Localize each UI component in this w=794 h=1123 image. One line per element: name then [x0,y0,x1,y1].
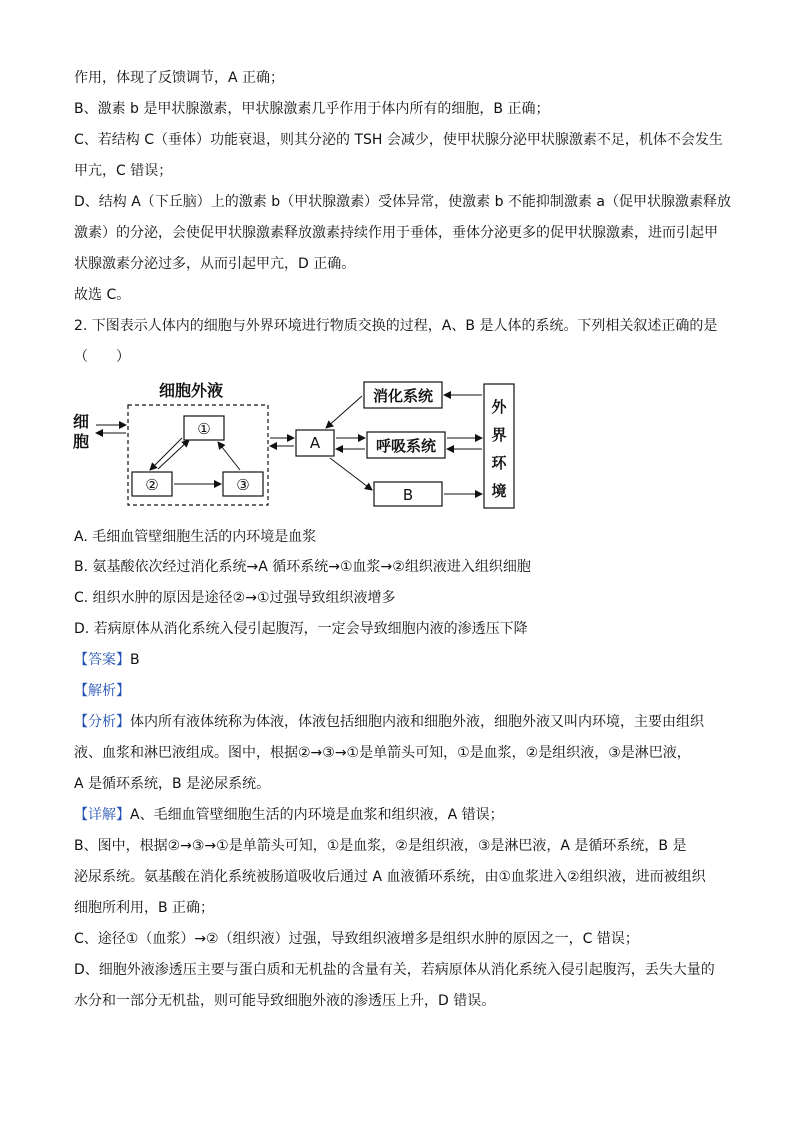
analysis-line: B、图中，根据②→③→①是单箭头可知，①是血浆，②是组织液，③是淋巴液，A 是循环系统，B 是 [74,838,687,854]
answer-label: 【答案】 [74,652,130,668]
xiangjie-text: A、毛细血管壁细胞生活的内环境是血浆和组织液，A 错误； [130,807,504,823]
external-environment-char: 外 [491,398,507,416]
prev-analysis-line: B、激素 b 是甲状腺激素，甲状腺激素几乎作用于体内所有的细胞，B 正确； [74,101,550,117]
system-b-label: B [402,486,414,504]
arrow-2-to-1 [158,440,189,469]
analysis-xiangjie-line [74,806,504,824]
analysis-label: 【解析】 [74,683,130,699]
question-stem: 2. 下图表示人体内的细胞与外界环境进行物质交换的过程，A、B 是人体的系统。下列相关叙述正确的是 [74,318,718,334]
node-3-label: ③ [236,476,250,494]
analysis-line: 液、血浆和淋巴液组成。图中，根据②→③→①是单箭头可知，①是血浆，②是组织液，③是淋巴液， [74,745,691,761]
prev-conclusion: 故选 C。 [74,287,131,303]
arrow-3-to-1 [218,442,240,470]
arrow-digestive-to-a [326,396,362,428]
body-fluid-exchange-diagram [68,372,528,512]
xiangjie-label: 【详解】 [74,807,130,823]
prev-analysis-line: 作用，体现了反馈调节，A 正确； [74,70,285,86]
analysis-line: D、细胞外液渗透压主要与蛋白质和无机盐的含量有关，若病原体从消化系统入侵引起腹泻，丢失大量的 [74,962,715,978]
arrow-a-to-b [330,458,372,490]
fenxi-text: 体内所有液体统称为体液，体液包括细胞内液和细胞外液，细胞外液又叫内环境，主要由组织 [130,714,704,730]
answer-line [74,651,140,669]
analysis-line: A 是循环系统，B 是泌尿系统。 [74,776,271,792]
analysis-line: 细胞所利用，B 正确； [74,900,215,916]
external-environment-char: 界 [491,426,507,444]
external-environment-char: 环 [491,454,507,472]
cell-label-char: 胞 [73,432,90,451]
prev-analysis-line: 状腺激素分泌过多，从而引起甲亢，D 正确。 [74,256,356,272]
option-b: B. 氨基酸依次经过消化系统→A 循环系统→①血浆→②组织液进入组织细胞 [74,559,531,575]
option-a: A. 毛细血管壁细胞生活的内环境是血浆 [74,529,317,545]
prev-analysis-line: D、结构 A（下丘脑）上的激素 b（甲状腺激素）受体异常，使激素 b 不能抑制激素 a（促甲状腺激素释放 [74,194,731,210]
fenxi-label: 【分析】 [74,714,130,730]
prev-analysis-line: 激素）的分泌，会使促甲状腺激素释放激素持续作用于垂体，垂体分泌更多的促甲状腺激素，进而引起甲 [74,225,718,241]
prev-analysis-line: 甲亢，C 错误； [74,163,173,179]
answer-value: B [130,652,140,668]
node-1-label: ① [197,420,211,438]
arrow-1-to-2 [150,438,182,470]
question-stem-parens: （ ） [74,349,130,365]
analysis-line: 泌尿系统。氨基酸在消化系统被肠道吸收后通过 A 血液循环系统，由①血浆进入②组织液，进而被组织 [74,869,706,885]
external-environment-char: 境 [491,482,507,500]
analysis-line: C、途径①（血浆）→②（组织液）过强，导致组织液增多是组织水肿的原因之一，C 错误； [74,931,639,947]
digestive-system-label: 消化系统 [372,387,434,405]
respiratory-system-label: 呼吸系统 [375,437,437,455]
system-a-label: A [309,434,321,452]
analysis-fenxi-line [74,713,704,731]
analysis-line: 水分和一部分无机盐，则可能导致细胞外液的渗透压上升，D 错误。 [74,993,496,1009]
prev-analysis-line: C、若结构 C（垂体）功能衰退，则其分泌的 TSH 会减少，使甲状腺分泌甲状腺激素不足，机体不会发生 [74,132,723,148]
node-2-label: ② [145,476,159,494]
option-d: D. 若病原体从消化系统入侵引起腹泻，一定会导致细胞内液的渗透压下降 [74,621,528,637]
option-c: C. 组织水肿的原因是途径②→①过强导致组织液增多 [74,590,396,606]
cell-label-char: 细 [73,412,90,431]
extracellular-fluid-label: 细胞外液 [159,381,224,400]
